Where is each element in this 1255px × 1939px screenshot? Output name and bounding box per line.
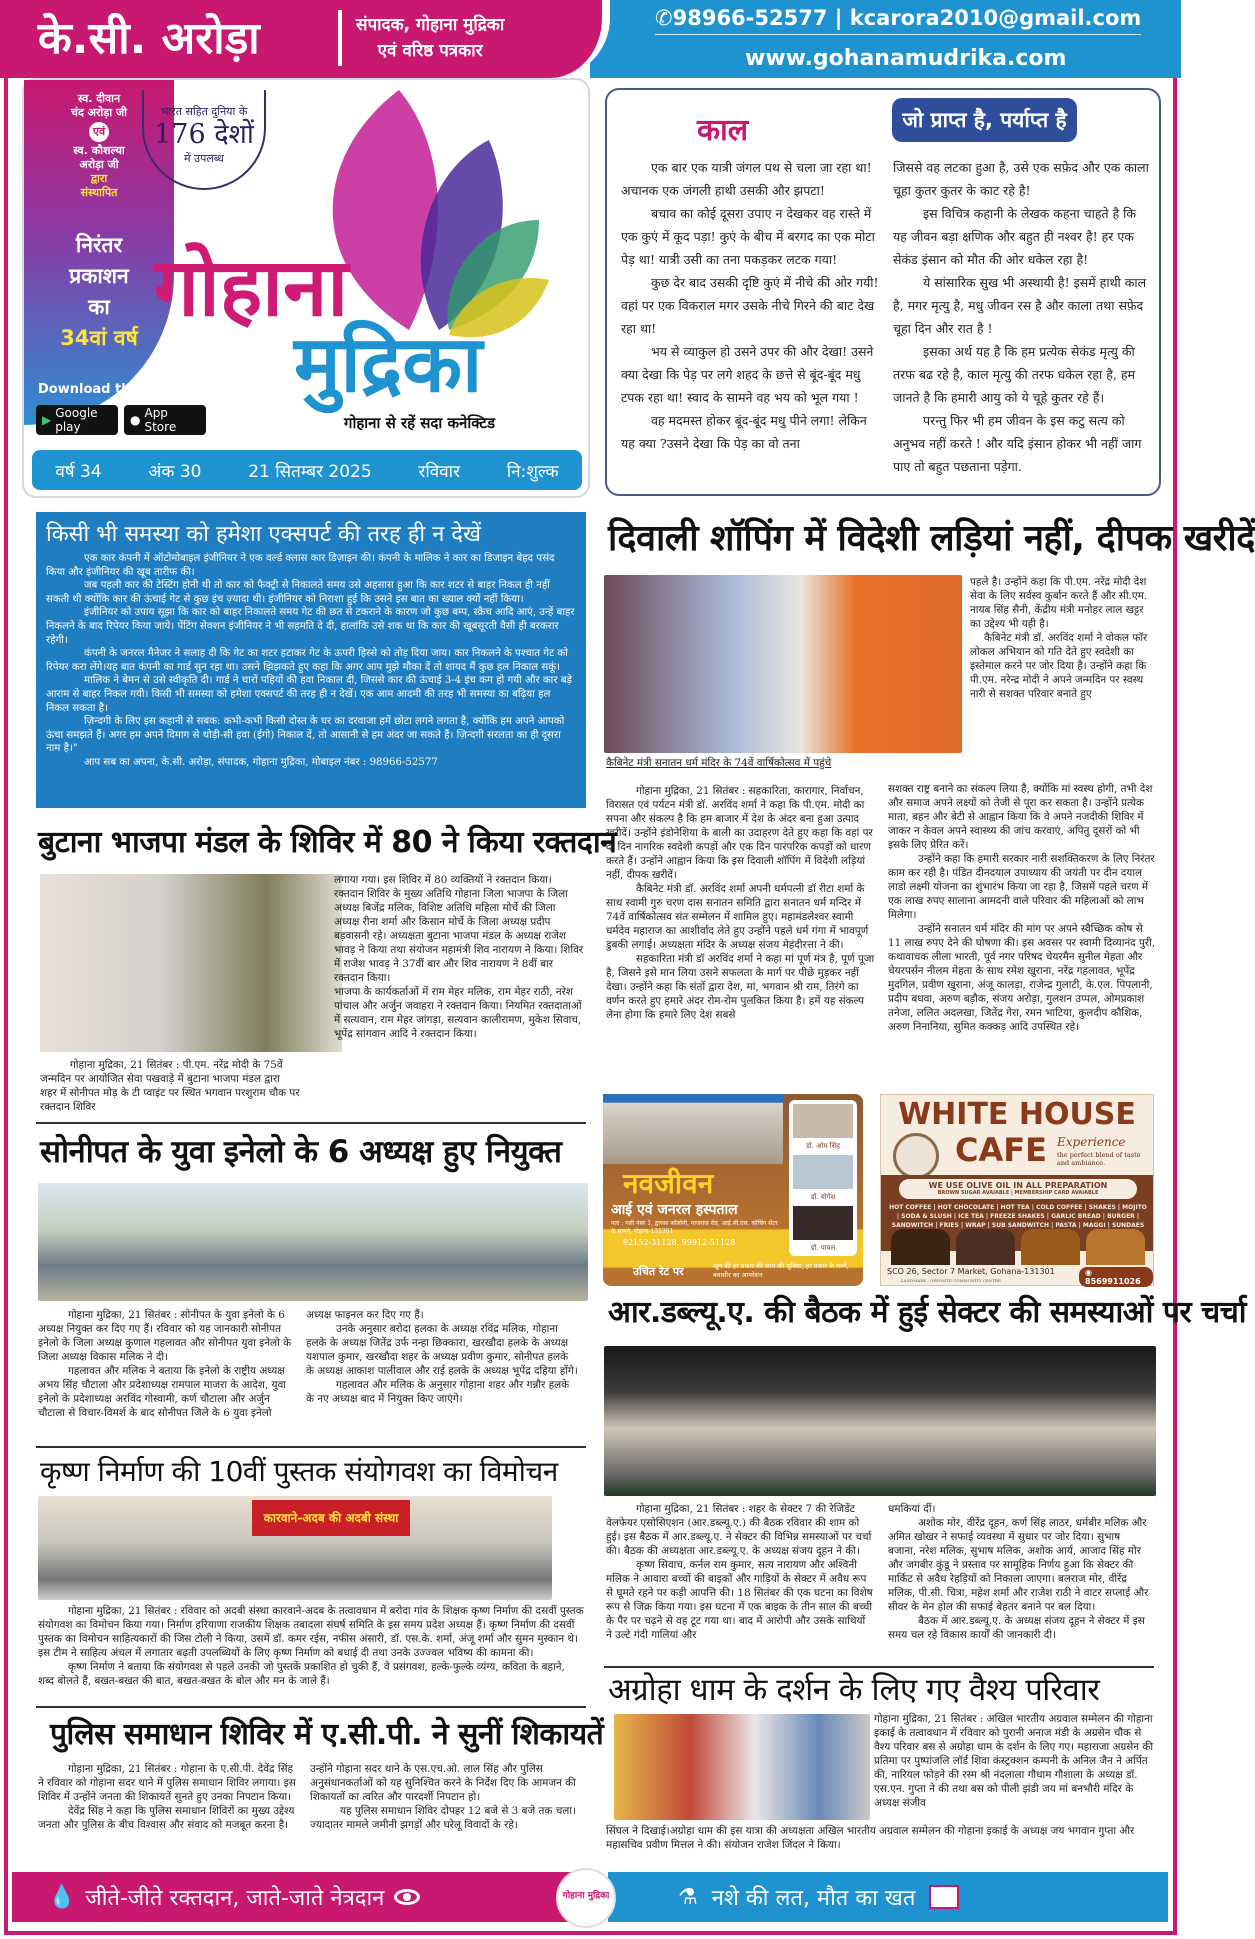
paragraph: गहलावत और मलिक के अनुसार गोहाना शहर और गन्नौर हलके के नए अध्यक्ष बाद में नियुक्त किए जाएंगे। [306, 1379, 570, 1405]
app-store-button[interactable] [124, 405, 206, 435]
download-label: Download the Free App [38, 382, 210, 397]
kaal-title: काल [697, 113, 749, 148]
issue-day: रविवार [418, 461, 461, 482]
google-play-label: Google play [55, 406, 98, 434]
wrap-photo [1086, 1229, 1145, 1265]
paragraph: जिससे वह लटका हुआ है, उसे एक सफ़ेद और एक काला चूहा कुतर कुतर के काट रहे है! [893, 160, 1149, 198]
bottle-icon: ⚗ [678, 1884, 698, 1910]
continuous-publication [24, 230, 174, 354]
coffee-photo [891, 1229, 950, 1265]
hospital-subtitle: आई एवं जनरल हस्पताल [611, 1202, 738, 1218]
inelo-headline: सोनीपत के युवा इनेलो के 6 अध्यक्ष हुए नियुक्त [40, 1134, 562, 1170]
continuous-3: का [88, 295, 110, 319]
inelo-column-1 [38, 1308, 296, 1420]
paragraph: गोहाना मुद्रिका, 21 सितंबर : रविवार को अदबी संस्था कारवाने-अदब के तत्वावधान में बरोदा गांव के शिक्षक कृष्ण निर्माण की दसवीं पुस्तक संयोगवश का विमोचन किया गया। निर्माण हरियाणा राजकीय शिक्षक तबादला संघर्ष समिति के इस समय प्रदेश अध्यक्ष हैं। कृष्ण निर्माण की दसवीं पुस्तक का विमोचन साहित्यकारों की जिस टोली ने किया, उसमें डॉ. कमर रईस, नफीस अंसारी, डॉ. एस.के. शर्मा, अंजू शर्मा और सुमन मुस्कान थे। इस टीम ने साहित्य अंचल में लगातार बढ़ती उपलब्धियों के लिए कृष्ण निर्माण को बधाई दी तथा उनके उज्ज्वल भविष्य की कामना की। [38, 1605, 584, 1659]
doctor-photo [793, 1206, 853, 1240]
footer-left-slogan: जीते-जीते रक्तदान, जाते-जाते नेत्रदान [85, 1886, 385, 1911]
blood-drop-icon: 💧 [48, 1884, 76, 1910]
globe-line2: 176 देशों [154, 119, 254, 150]
issue-date: 21 सितम्बर 2025 [248, 461, 372, 482]
apple-icon: ● [130, 413, 141, 427]
editor-role [356, 12, 504, 64]
rwa-column-1 [606, 1502, 874, 1642]
book-banner: कारवाने-अदब की अदबी संस्था [252, 1500, 410, 1536]
kaal-column-1 [621, 156, 879, 455]
rwa-column-2 [888, 1502, 1150, 1642]
paragraph: परन्तु फिर भी हम जीवन के इस कटु सत्य को अनुभव नहीं करते ! और यदि इंसान होकर भी नहीं जाग पाए तो बहुत पछताना पड़ेगा. [893, 413, 1142, 474]
butana-column-left [40, 1058, 300, 1114]
contact-text[interactable]: 98966-52577 | kcarora2010@gmail.com [672, 6, 1142, 30]
rwa-photo [604, 1346, 1156, 1496]
paragraph: कैबिनेट मंत्री डॉ. अरविंद शर्मा ने वोकल फॉर लोकल अभियान को गति देते हुए स्वदेशी का इस्तेमाल करने पर जोर दिया है। उन्होंने कहा कि पी.एम. नरेन्द्र मोदी ने अपने जन्मदिन पर स्वस्थ नारी से सशक्त परिवार बनाते हुए [970, 632, 1148, 700]
cafe-olive-banner [899, 1179, 1137, 1199]
contact-line [655, 6, 1141, 35]
paragraph: गोहाना मुद्रिका, 21 सितंबर : गोहाना के ए.सी.पी. देवेंद्र सिंह ने रविवार को गोहाना सदर थाने में पुलिस समाधान शिविर लगाया। इस शिविर में उन्होंने जनता की शिकायतें सुनते हुए उनका निपटान किया। [38, 1763, 296, 1803]
diwali-headline: दिवाली शॉपिंग में विदेशी लड़ियां नहीं, दीपक खरीदें [608, 518, 1255, 559]
cafe-tag: the perfect blend of taste and ambiance. [1057, 1151, 1141, 1167]
cafe-olive: WE USE OLIVE OIL IN ALL PREPARATION [928, 1181, 1108, 1190]
paragraph: सिंघल ने दिखाई।अग्रोहा धाम की इस यात्रा की अध्यक्षता अखिल भारतीय अग्रवाल सम्मेलन की गोहाना इकाई के अध्यक्ष जय भगवान गुप्ता और महासचिव प्रवीण मित्तल ने की। संयोजन राजेश जिंदल ने किया। [606, 1825, 1135, 1851]
cafe-name-1: WHITE HOUSE [898, 1097, 1136, 1132]
doctor-photo [793, 1104, 853, 1138]
cafe-food-photos [891, 1229, 1145, 1265]
hospital-services: खून की हर प्रकार की जांच की सुविधा, हर प्रकार के चश्मे, बवासीर का आपरेशन [713, 1262, 849, 1279]
kaal-story-box [605, 88, 1161, 496]
paragraph: कंपनी के जनरल मैनेजर ने सलाह दी कि गेट का शटर हटाकर गेट के ऊपरी हिस्से को तोड़ दिया जाय। कार निकलने के पश्चात गेट को रिपेयर करा लेंगे।यह बात कंपनी का गार्ड सुन रहा था। उसने झिझकते हुए कहा कि अगर आप मुझे मौका दें तो शायद मैं कुछ हल निकाल सकूं। [46, 648, 568, 673]
hospital-name: नवजीवन [623, 1167, 714, 1200]
diwali-column-1 [606, 784, 876, 1022]
book-photo [38, 1496, 552, 1600]
paragraph: बैठक में आर.डब्ल्यू.ए. के अध्यक्ष संजय दूहन ने सेक्टर में इस समय चल रहे विकास कार्यों की जानकारी दी। [888, 1615, 1145, 1641]
paragraph: पहले है। उन्होंने कहा कि पी.एम. नरेंद्र मोदी देश सेवा के लिए सर्वस्व कुर्बान करते हैं और सी.एम. नायब सिंह सैनी, केंद्रीय मंत्री मनोहर लाल खट्टर का उद्देश्य भी यही है। [970, 576, 1148, 630]
globe-line3: में उपलब्ध [183, 152, 225, 165]
paragraph: ये सांसारिक सुख भी अस्थायी है! इसमें हाथी काल है, मगर मृत्यु है, मधु जीवन रस है और काला तथा सफ़ेद चूहा दिन और रात है ! [893, 275, 1147, 336]
founder-1a: स्व. दीवान [77, 92, 121, 105]
diwali-side-column [970, 575, 1150, 701]
paragraph: गोहाना मुद्रिका, 21 सितंबर : सोनीपत के युवा इनेलो के 6 अध्यक्ष नियुक्त कर दिए गए हैं। रविवार को यह जानकारी सोनीपत इनेलो के जिला अध्यक्ष कुणाल गहलावत और सोनीपत युवा इनेलो के जिला अध्यक्ष विकास मलिक ने दी। [38, 1309, 292, 1363]
paragraph: बचाव का कोई दूसरा उपाए न देखकर वह रास्ते में एक कुएं में कूद पड़ा! कुएं के बीच में बरगद का एक मोटा पेड़ था! यात्री उसी का तना पकड़कर लटक गया! [621, 206, 875, 267]
paragraph: सहकारिता मंत्री डॉ अरविंद शर्मा ने कहा मां पूर्ण मंत्र है, पूर्ण पूजा है, जिसने इसे मान लिया उसने सफलता के मार्ग पर पीछे मुड़कर नहीं देखा। उन्होंने कहा कि संतों द्वारा देश, मां, भगवान श्री राम, तिरंगे का वर्णन करते हुए हमारे अंदर रोम-रोम पुलकित किया है। हमें यह संकल्प लेना होगा कि हमारे लिए देश सबसे [606, 953, 875, 1021]
agroha-bottom [606, 1824, 1154, 1852]
masthead-divider [338, 10, 342, 66]
rate-label: उचित रेट पर [633, 1265, 684, 1278]
founders-and: एवं [89, 122, 109, 142]
paragraph: कृष्ण सिवाच, कर्नल राम कुमार, सत्य नारायण और अश्विनी मलिक ने आवारा बच्चों की बाइकों और गाड़ियों के सेक्टर में अवैध रूप से घूमते रहने पर कड़ी आपत्ति की। 18 सितंबर की एक घटना का विशेष रूप से जिक्र किया गया। इस घटना में एक बाइक के तीन साल की बच्ची के पैर पर चढ़ने से वह टूट गया था। बाद में आरोपी और उसके साथियों ने उल्टे गंदी गालियां और [606, 1559, 873, 1641]
paragraph: जब पहली कार की टेस्टिंग होनी थी तो कार को फैक्ट्री से निकालते समय उसे अहसास हुआ कि कार शटर से बाहर निकल ही नहीं सकती थी क्योंकि कार की ऊंचाई गेट से कुछ इंच ज़्यादा थी। इंजीनियर को निराशा हुई कि उसने इस बात का ख्याल क्यों नहीं किया। [46, 580, 550, 605]
expert-story-box [36, 512, 586, 808]
inelo-photo [38, 1183, 588, 1301]
doctor-photo [793, 1155, 853, 1189]
issue-number: अंक 30 [148, 461, 202, 482]
hospital-address: पता : गली नंबर 1, द्वारका कॉलोनी, गाजराज रोड, आई.सी.एस. कोचिंग सेंटर के सामने, गोहाना-131301 [611, 1220, 778, 1235]
tagline: गोहाना से रहें सदा कनेक्टिड [344, 414, 495, 432]
cafe-landmark: LANDMARK : OPPOSITE COMMUNITY CENTRE [901, 1278, 1001, 1283]
issue-year: वर्ष 34 [55, 461, 102, 482]
founder-1b: चंद अरोड़ा जी [71, 106, 127, 119]
editor-role-line2: एवं वरिष्ठ पत्रकार [377, 41, 483, 61]
paragraph: सशक्त राष्ट्र बनाने का संकल्प लिया है, क्योंकि मां स्वस्थ होगी, तभी देश और समाज अपने लक्ष्यों को तेजी से पूरा कर सकता है। उन्होंने प्रत्येक माता, बहन और बेटी से आह्वान किया कि वे अपने नजदीकी शिविर में जाकर न केवल अपने स्वास्थ्य की जांच करवाएं, अपितु दूसरों को भी इसके लिए प्रेरित करें। [888, 783, 1153, 851]
paragraph: गोहाना मुद्रिका, 21 सितंबर : पी.एम. नरेंद्र मोदी के 75वें जन्मदिन पर आयोजित सेवा पखवाड़े में बुटाना भाजपा मंडल द्वारा शहर में सोनीपत मोड़ के टी प्वाइंट पर स्थित भगवान परशुराम चौक पर रक्तदान शिविर [40, 1059, 300, 1113]
paragraph: लगाया गया। इस शिविर में 80 व्यक्तियों ने रक्तदान किया। [334, 874, 552, 886]
diwali-photo [604, 575, 962, 753]
footer-anti-drug-banner [608, 1872, 1168, 1922]
paragraph: वह मदमस्त होकर बूंद-बूंद मधु पीने लगा! लेकिन यह क्या ?उसने देखा कि पेड़ का वो तना [621, 413, 867, 451]
hospital-photo [603, 1094, 783, 1164]
paragraph: उन्होंने कहा कि हमारी सरकार नारी सशक्तिकरण के लिए निरंतर काम कर रही है। पंडित दीनदयाल उपाध्याय की जयंती पर दीन दयाल लाडो लक्ष्मी योजना का शुभारंभ किया जा रहा है, जिसमें पहले चरण में एक लाख रुपए सालाना आमदनी वाले परिवार की महिलाओं को लाभ मिलेगा। [888, 853, 1155, 921]
year-label: 34वां वर्ष [60, 326, 138, 350]
eye-icon [394, 1889, 420, 1905]
expert-headline: किसी भी समस्या को हमेशा एक्सपर्ट की तरह ही न देखें [46, 522, 481, 547]
cafe-logo-icon [893, 1133, 939, 1179]
google-play-button[interactable] [36, 405, 118, 435]
doctor-panel [789, 1100, 857, 1256]
divider [36, 1122, 586, 1124]
kaal-column-2 [893, 156, 1151, 478]
signature: आप सब का अपना, के.सी. अरोड़ा, संपादक, गोहाना मुद्रिका, मोबाइल नंबर : 98966-52577 [84, 756, 438, 768]
butana-column-right [334, 873, 584, 1041]
divider [36, 1706, 586, 1708]
paragraph: कृष्ण निर्माण ने बताया कि संयोगवश से पहले उनकी जो पुस्तकें प्रकाशित हो चुकी हैं, वे प्रसंगवश, हल्के-फुल्के व्यंग्य, कविता के बहाने, शब्द बोलते हैं, बखत-बखत की बात, बखत-बखत के बोल और मन के जाले हैं। [38, 1661, 565, 1687]
divider [36, 1446, 586, 1448]
footer-right-slogan: नशे की लत, मौत का खत [711, 1886, 916, 1911]
burger-photo [1021, 1229, 1080, 1265]
paragraph: गोहाना मुद्रिका, 21 सितंबर : शहर के सेक्टर 7 की रेजिडेंट वेलफेयर एसोसिएशन (आर.डब्ल्यू.ए.) की बैठक रविवार की शाम को हुई। इस बैठक में आर.डब्ल्यू.ए. ने सेक्टर की विभिन्न समस्याओं पर चर्चा की। बैठक की अध्यक्षता आर.डब्ल्यू.ए. के अध्यक्ष संजय दूहन ने की। [606, 1503, 872, 1557]
police-column-2 [310, 1762, 582, 1832]
paragraph: भाजपा के कार्यकर्ताओं में राम मेहर मलिक, राम मेहर राठी, नरेश पांचाल और अर्जुन जवाहरा ने रक्तदान किया। नियमित रक्तदाताओं में सत्यवान, राम मेहर जांगड़ा, सत्यवान कालीरामण, मुकेश सिवाच, भूपेंद्र सांगवान आदि ने रक्तदान किया। [334, 986, 582, 1040]
logo-panel [22, 78, 590, 498]
paragraph: एक बार एक यात्री जंगल पथ से चला जा रहा था! अचानक एक जंगली हाथी उसकी और झपटा! [621, 160, 872, 198]
paragraph: इसका अर्थ यह है कि हम प्रत्येक सेकंड मृत्यु की तरफ बढ रहे है, काल मृत्यु की तरफ धकेल रहा है, हम जानते है कि हमारी आयु को ये चूहे कुतर रहे हैं। [893, 344, 1135, 405]
hospital-phones: 92152-31128, 99912-51128 [623, 1238, 736, 1247]
paragraph: धमकियां दीं। [888, 1503, 936, 1515]
issue-price: नि:शुल्क [506, 461, 559, 482]
police-headline: पुलिस समाधान शिविर में ए.सी.पी. ने सुनीं शिकायतें [50, 1717, 604, 1752]
expert-body [46, 552, 576, 770]
editor-name: के.सी. अरोड़ा [38, 13, 260, 64]
cafe-phone[interactable] [1079, 1267, 1153, 1287]
inelo-column-2 [306, 1308, 578, 1406]
book-headline: कृष्ण निर्माण की 10वीं पुस्तक संयोगवश का विमोचन [40, 1455, 558, 1488]
paragraph: भय से व्याकुल हो उसने उपर की और देखा! उसने क्या देखा कि पेड़ पर लगे शहद के छत्ते से बूंद-बूंद मधु टपक रहा था! स्वाद के सामने वह भय को भूल गया ! [621, 344, 874, 405]
issue-info-bar [32, 450, 582, 490]
footer-blood-donation-banner [12, 1872, 572, 1922]
phone-icon: ✆ [655, 6, 673, 30]
agroha-side-column [874, 1712, 1154, 1810]
paragraph: गोहाना मुद्रिका, 21 सितंबर : सहकारिता, कारागार, निर्वाचन, विरासत एवं पर्यटन मंत्री डॉ. अरविंद शर्मा ने कहा कि पी.एम. मोदी का सपना और संकल्प है कि हम बाजार में देश के अंदर बना हुआ उत्पाद खरीदें। उन्होंने इंडोनेशिया के बाली का उदाहरण देते हुए कहा कि वहां पर दो दिन नागरिक स्वदेशी कपड़ों और एक दिन पारंपरिक कपड़ों को धारण करते हैं। उन्होंने आह्वान किया कि इस दिवाली शॉपिंग में विदेशी लड़ियां नहीं, दीपक खरीदें। [606, 785, 873, 881]
paragraph: यह पुलिस समाधान शिविर दोपहर 12 बजे से 3 बजे तक चला। ज्यादातर मामले जमीनी झगड़ों और घरेलू विवादों के रहे। [310, 1805, 576, 1831]
cafe-experience: Experience [1057, 1135, 1126, 1149]
paper-name-1: गोहाना [154, 241, 349, 334]
kaal-badge: जो प्राप्त है, पर्याप्त है [892, 98, 1077, 142]
founder-2b: अरोड़ा जी [79, 158, 119, 171]
agroha-headline: अग्रोहा धाम के दर्शन के लिए गए वैश्य परिवार [608, 1672, 1100, 1708]
rwa-headline: आर.डब्ल्यू.ए. की बैठक में हुई सेक्टर की समस्याओं पर चर्चा [608, 1295, 1247, 1330]
paragraph: उन्होंने सनातन धर्म मंदिर की मांग पर अपने स्वैच्छिक कोष से 11 लाख रुपए देने की घोषणा की। इस अवसर पर स्वामी दिव्यानंद पुरी, कथावाचक लीला भारती, पूर्व नगर परिषद चेयरमैन सुनील मेहता और चेयरपर्सन नीलम मेहता के साथ रमेश खुराना, नरेंद्र गहलावत, भूपेंद्र मुदगिल, प्रवीण खुराना, अंजू कालड़ा, राजेन्द्र गुलाटी, के.एल. पिपलानी, प्रदीप बधवा, अरुण बड़ौक, संजय अरोड़ा, गुलशन उप्पल, ओमप्रकाश तनेजा, ललित अदलखा, जितेंद्र गेरा, रमन भाटिया, कुलदीप कौशिक, अरुण निनानिया, सुमित कक्कड़ आदि उपस्थित रहे। [888, 923, 1156, 1033]
police-column-1 [38, 1762, 300, 1832]
ad-white-house-cafe[interactable] [880, 1094, 1154, 1286]
shake-photo [956, 1229, 1015, 1265]
paragraph: देवेंद्र सिंह ने कहा कि पुलिस समाधान शिविरों का मुख्य उद्देश्य जनता और पुलिस के बीच विश्वास और संवाद को मजबूत करना है। [38, 1805, 295, 1831]
cafe-address: SCO 26, Sector 7 Market, Gohana-131301 [887, 1267, 1055, 1276]
letter-icon [929, 1885, 959, 1909]
founder-2a: स्व. कौशल्या [73, 144, 125, 157]
paragraph: उनके अनुसार बरोदा हलका के अध्यक्ष रविंद्र मलिक, गोहाना हलके के अध्यक्ष जितेंद्र उर्फ नन्हा छिक्कारा, खरखौदा हलके के अध्यक्ष यशपाल कुमार, खरखौदा शहर के अध्यक्ष प्रवीण कुमार, सोनीपत हलके के अध्यक्ष आकाश पालीवाल और राई हलके के अध्यक्ष भूपेंद्र दहिया होंगे। [306, 1323, 578, 1377]
paragraph: गोहाना मुद्रिका, 21 सितंबर : अखिल भारतीय अग्रवाल सम्मेलन की गोहाना इकाई के तत्वावधान में रविवार को पुरानी अनाज मंडी के अग्रसेन चौक से वैश्य परिवार बस से अग्रोहा धाम के दर्शन के लिए गए। महाराजा अग्रसेन की प्रतिमा पर पुष्पांजलि लॉर्ड शिवा कंस्ट्रक्शन कम्पनी के अनिल जैन ने अर्पित की, नारियल फोड़ने की रस्म श्री नंदलाला गौधाम गौशाला के अध्यक्ष डॉ. एस.एन. गुप्ता ने की तथा बस को पीली झंडी जय मां बनभौरी मंदिर के अध्यक्ष संजीव [874, 1713, 1154, 1809]
agroha-photo [614, 1714, 870, 1820]
paragraph: एक कार कंपनी में ऑटोमोबाइल इंजीनियर ने एक वर्ल्ड क्लास कार डिज़ाइन की। कंपनी के मालिक ने कार का डिजाइन बेहद पसंद किया और इंजीनियर की खूब तारीफ की। [46, 553, 555, 578]
website-link[interactable]: www.gohanamudrika.com [745, 46, 1067, 71]
paragraph: अध्यक्ष फाइनल कर दिए गए हैं। [306, 1309, 424, 1321]
butana-headline: बुटाना भाजपा मंडल के शिविर में 80 ने किया रक्तदान [38, 825, 617, 860]
cafe-phone-number: 8569911026 [1085, 1277, 1141, 1286]
book-body [38, 1604, 584, 1688]
cafe-name-2: CAFE [955, 1131, 1047, 1169]
paper-name-2: मुद्रिका [294, 320, 483, 410]
paragraph: रक्तदान शिविर के मुख्य अतिथि गोहाना जिला भाजपा के जिला अध्यक्ष बिजेंद्र मलिक, विशिष्ट अतिथि महिला मोर्चे की जिला अध्यक्ष रीना शर्मा और किसान मोर्चे के जिला अध्यक्ष प्रदीप बड़वासनी रहे। अध्यक्षता बुटाना भाजपा मंडल के अध्यक्ष राजेश भावड़ ने किया तथा संयोजन महामंत्री शिव नारायण ने किया। शिविर में राजेश भावड़ ने 37वीं बार और शिव नारायण ने 8वीं बार रक्तदान किया। [334, 888, 584, 984]
cafe-menu: HOT COFFEE | HOT CHOCOLATE | HOT TEA | COLD COFFEE | SHAKES | MOJITO | SODA & SLUSH | ICE TEA | FREEZE SHAKES | GARLIC BREAD | BURGER | SANDWITCH | FRIES | WRAP | SUB SANDWITCH | PASTA | MAGGI | SUNDAES [889, 1204, 1147, 1229]
founded-by-2: संस्थापित [80, 186, 118, 199]
paragraph: अशोक मोर, वीरेंद्र दूहन, कर्ण सिंह लाठर, धर्मबीर मलिक और अमित खोखर ने सफाई व्यवस्था में सुधार पर जोर दिया। सुभाष बजाना, नरेश मलिक, सुभाष मलिक, अशोक आर्य, आजाद सिंह मोर और जगबीर कुंडू ने प्रस्ताव पर सामूहिक निर्णय हुआ कि सेक्टर की मार्किट से अवैध रेहड़ियों को निकाला जाएगा। बलराज मोर, वीरेंद्र मलिक, पी.सी. चित्रा, महेश शर्मा और राजेश राठी ने वाटर सप्लाई और सीवर के मेन होल की सफाई बेहतर बनाने पर बल दिया। [888, 1517, 1149, 1613]
cafe-sub: BROWN SUGAR AVAIABLE | MEMBERSHIP CARD AVAIABLE [937, 1190, 1099, 1196]
butana-photo [40, 874, 342, 1052]
doctor-name: डॉ. योगेश [810, 1193, 836, 1201]
paragraph: ज़िन्दगी के लिए इस कहानी से सबक: कभी-कभी किसी दोस्त के घर का दरवाजा हमें छोटा लगने लगता है, क्योंकि हम अपने आपको ऊंचा समझते हैं। अगर हम अपने दिमाग से थोड़ी-सी हवा (ईगो) निकाल दें, तो आसानी से हम अंदर जा सकते हैं। ज़िन्दगी सरलता का ही दूसरा नाम है।" [46, 716, 565, 755]
whatsapp-icon: ◉ [1085, 1268, 1092, 1277]
globe-line1: भारत सहित दुनिया के [160, 105, 248, 118]
diwali-column-2 [888, 782, 1156, 1034]
doctor-name: डॉ. ओम सिंह [806, 1142, 840, 1150]
paragraph: गहलावत और मलिक ने बताया कि इनेलो के राष्ट्रीय अध्यक्ष अभय सिंह चौटाला और प्रदेशाध्यक्ष रामपाल माजरा के आदेश, युवा इनेलो के प्रदेशाध्यक्ष अरविंद गोस्वामी, कर्ण चौटाला और अर्जुन चौटाला से विचार-विमर्श के बाद सोनीपत जिले के 6 युवा इनेलो [38, 1365, 286, 1419]
paragraph: कैबिनेट मंत्री डॉ. अरविंद शर्मा अपनी धर्मपत्नी डॉ रीटा शर्मा के साथ स्वामी गुरु चरण दास सनातन समिति द्वारा सनातन धर्म मन्दिर में 74वें वार्षिकोत्सव संत सम्मेलन में शामिल हुए। महामंडलेश्वर स्वामी धर्मदेव महाराज का आशीर्वाद लेते हुए उन्होंने पहले धर्म गंगा में भावपूर्ण डुबकी लगाई। अध्यक्षता मंदिर के अध्यक्ष संजय मेहंदीरत्ता ने की। [606, 883, 869, 951]
continuous-1: निरंतर [75, 233, 123, 257]
app-store-label: App Store [144, 406, 177, 434]
diwali-caption: कैबिनेट मंत्री सनातन धर्म मंदिर के 74वें वार्षिकोत्सव में पहुंचे [606, 757, 832, 769]
paragraph: कुछ देर बाद उसकी दृष्टि कुएं में नीचे की ओर गयी! वहां पर एक विकराल मगर उसके नीचे गिरने की बाट देख रहा था! [621, 275, 879, 336]
paragraph: मालिक ने बेमन से उसे स्वीकृति दी। गार्ड ने चारों पहियों की हवा निकाल दी, जिससे कार की ऊंचाई 3-4 इंच कम हो गयी और कार बड़े आराम से बाहर निकल गयी। किसी भी समस्या को हमेशा एक्सपर्ट की तरह ही न देखें। एक आम आदमी की तरह भी समस्या का बढ़िया हल निकल सकता है। [46, 675, 572, 714]
paragraph: उन्होंने गोहाना सदर थाने के एस.एच.ओ. लाल सिंह और पुलिस अनुसंधानकर्ताओं को यह सुनिश्चित करने के निर्देश दिए कि आमजन की शिकायतों का त्वरित और पारदर्शी निपटान हो। [310, 1763, 576, 1803]
footer-paper-logo: गोहाना मुद्रिका [556, 1868, 616, 1928]
doctor-name: डॉ. पायल [810, 1244, 836, 1252]
paragraph: इंजीनियर को उपाय सूझा कि कार को बाहर निकालते समय गेट की छत से टकराने के कारण जो कुछ बम्प, स्क्रैच आदि आएं, उन्हें बाहर निकलने के बाद रिपेयर किया जाये। पेंटिंग सेक्शन इंजीनियर ने भी सहमति दे दी, हालांकि उसे शक था कि कार की खूबसूरती वैसी ही बरकरार रहेगी। [46, 607, 575, 646]
ad-navjeevan-hospital[interactable] [603, 1094, 863, 1286]
editor-role-line1: संपादक, गोहाना मुद्रिका [356, 15, 505, 35]
play-icon: ▶ [42, 413, 52, 427]
continuous-2: प्रकाशन [69, 264, 129, 288]
paragraph: इस विचित्र कहानी के लेखक कहना चाहते है कि यह जीवन बड़ा क्षणिक और बहुत ही नश्वर है! हर एक सेकंड इंसान को मौत की ओर धकेल रहा है! [893, 206, 1137, 267]
founded-by-1: द्वारा [90, 172, 108, 185]
